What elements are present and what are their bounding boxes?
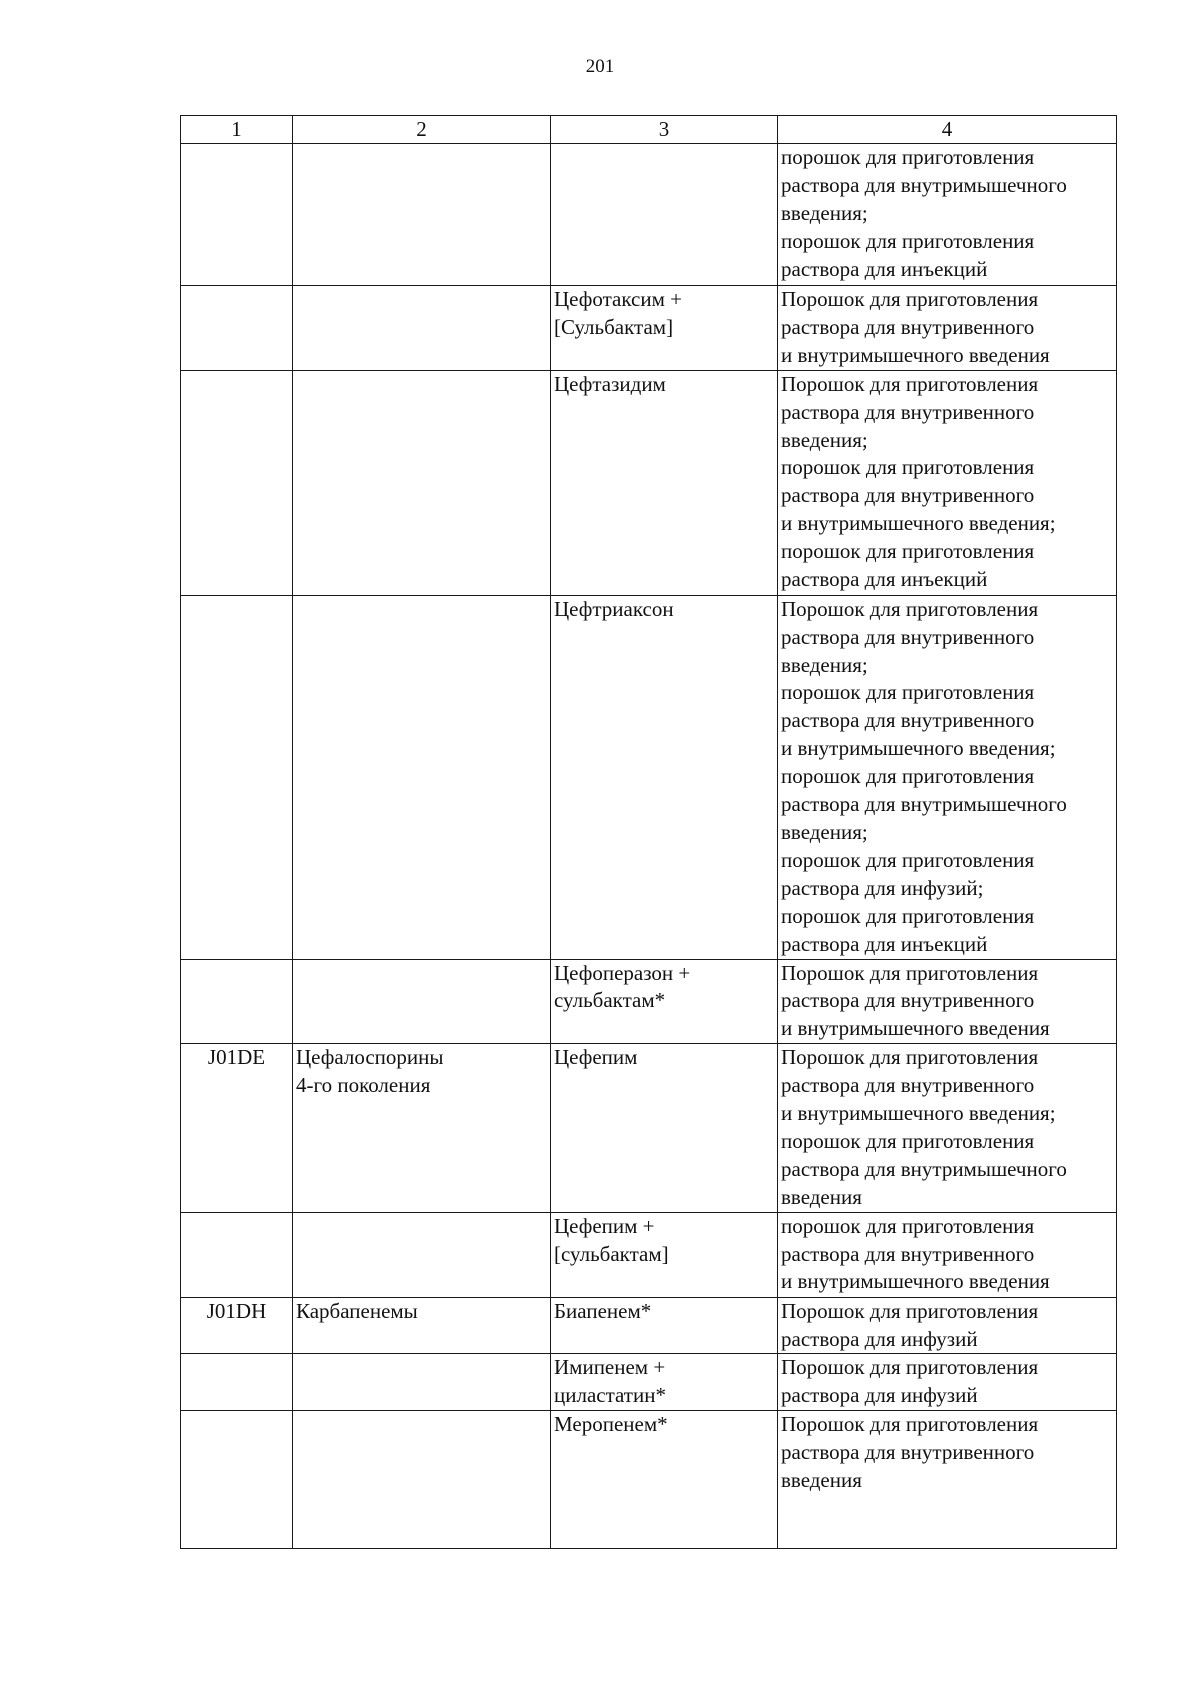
- dosage-form-cell: Порошок для приготовления раствора для внутривенного введения; порошок для приготовления раствора для внутривенного и внутримышечного введения; порошок для приготовления раствора для инъекций: [778, 370, 1117, 595]
- table-row: [181, 286, 1117, 371]
- dosage-form-cell: Порошок для приготовления раствора для внутривенного и внутримышечного введения: [778, 286, 1117, 371]
- dosage-form-cell: Порошок для приготовления раствора для инфузий: [778, 1354, 1117, 1411]
- drug-cell: Биапенем*: [551, 1297, 778, 1354]
- dosage-form-cell: Порошок для приготовления раствора для инфузий: [778, 1297, 1117, 1354]
- table-row: [181, 370, 1117, 595]
- column-header-2: 2: [293, 116, 551, 144]
- atc-code-cell: [181, 1354, 293, 1411]
- group-cell: [293, 144, 551, 286]
- drug-cell: Имипенем + циластатин*: [551, 1354, 778, 1411]
- table-row: [181, 595, 1117, 959]
- column-header-4: 4: [778, 116, 1117, 144]
- drug-table: [180, 115, 1117, 1549]
- table-row: [181, 1044, 1117, 1212]
- table-header-row: [181, 116, 1117, 144]
- drug-cell: Цефепим: [551, 1044, 778, 1212]
- table-row: [181, 1354, 1117, 1411]
- atc-code-cell: [181, 1212, 293, 1297]
- table-row: [181, 1411, 1117, 1549]
- dosage-form-cell: Порошок для приготовления раствора для внутривенного и внутримышечного введения: [778, 959, 1117, 1044]
- column-header-1: 1: [181, 116, 293, 144]
- group-cell: [293, 1411, 551, 1549]
- drug-cell: Цефотаксим + [Сульбактам]: [551, 286, 778, 371]
- atc-code-cell: [181, 1411, 293, 1549]
- dosage-form-cell: порошок для приготовления раствора для внутривенного и внутримышечного введения: [778, 1212, 1117, 1297]
- group-cell: Карбапенемы: [293, 1297, 551, 1354]
- dosage-form-cell: Порошок для приготовления раствора для внутривенного и внутримышечного введения; порошок для приготовления раствора для внутримышечного введения: [778, 1044, 1117, 1212]
- dosage-form-cell: Порошок для приготовления раствора для внутривенного введения; порошок для приготовления раствора для внутривенного и внутримышечного введения; порошок для приготовления раствора для внутримышечного введения; порошок для приготовления раствора для инфузий; порошок для приготовления раствора для инъекций: [778, 595, 1117, 959]
- atc-code-cell: [181, 370, 293, 595]
- group-cell: [293, 1354, 551, 1411]
- atc-code-cell: [181, 595, 293, 959]
- group-cell: [293, 595, 551, 959]
- group-cell: [293, 1212, 551, 1297]
- page-number: 201: [585, 56, 615, 77]
- column-header-3: 3: [551, 116, 778, 144]
- drug-cell: Цефоперазон + сульбактам*: [551, 959, 778, 1044]
- dosage-form-cell: Порошок для приготовления раствора для внутривенного введения: [778, 1411, 1117, 1549]
- atc-code-cell: J01DH: [181, 1297, 293, 1354]
- table-row: [181, 1297, 1117, 1354]
- table-row: [181, 144, 1117, 286]
- atc-code-cell: [181, 144, 293, 286]
- dosage-form-cell: порошок для приготовления раствора для внутримышечного введения; порошок для приготовления раствора для инъекций: [778, 144, 1117, 286]
- drug-cell: Цефтриаксон: [551, 595, 778, 959]
- group-cell: Цефалоспорины 4-го поколения: [293, 1044, 551, 1212]
- atc-code-cell: [181, 959, 293, 1044]
- drug-cell: Цефепим + [сульбактам]: [551, 1212, 778, 1297]
- drug-cell: Цефтазидим: [551, 370, 778, 595]
- table-row: [181, 1212, 1117, 1297]
- table-row: [181, 959, 1117, 1044]
- group-cell: [293, 959, 551, 1044]
- atc-code-cell: [181, 286, 293, 371]
- group-cell: [293, 370, 551, 595]
- drug-cell: [551, 144, 778, 286]
- drug-cell: Меропенем*: [551, 1411, 778, 1549]
- atc-code-cell: J01DE: [181, 1044, 293, 1212]
- group-cell: [293, 286, 551, 371]
